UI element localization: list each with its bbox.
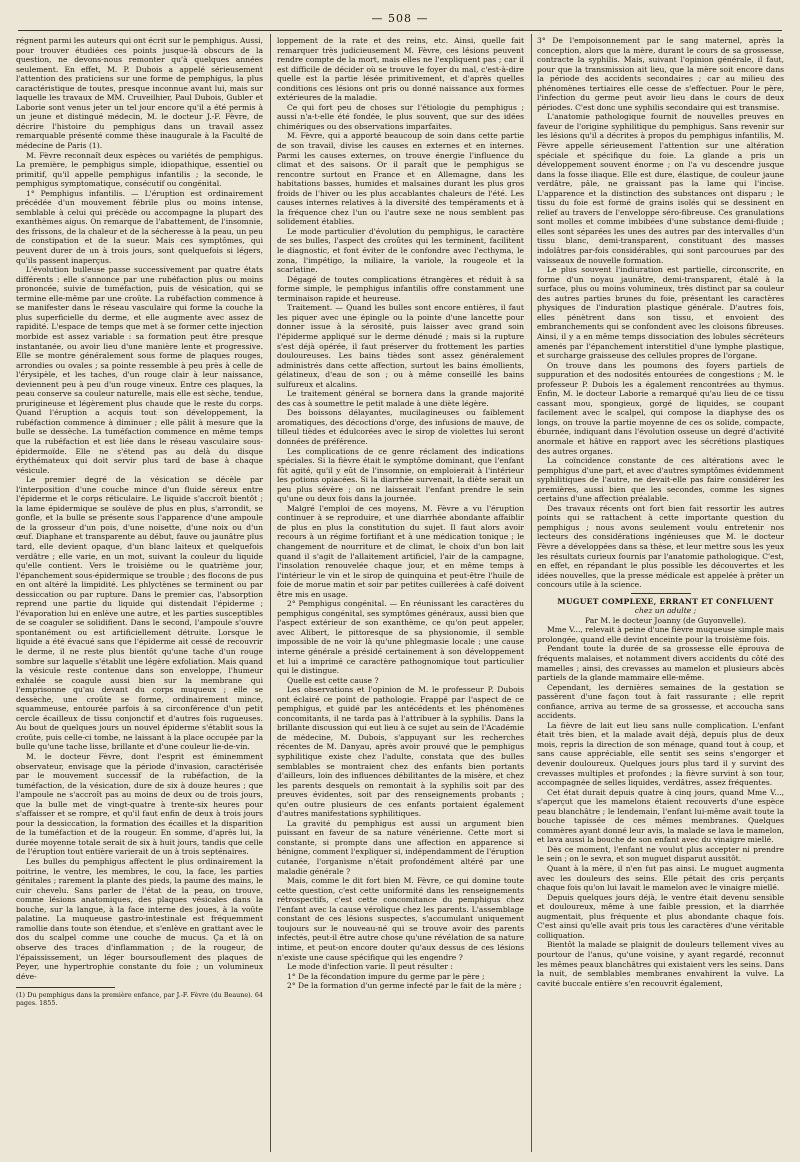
paragraph: Des boissons délayantes, mucilagineuses ou faiblement aromatiques, des décoctions d'orge, des infusions de mauve, de tilleul tièdes et édulcorées avec le sirop de violettes lui seront données de préférence. — [277, 408, 524, 446]
paragraph: Quelle est cette cause ? — [287, 675, 379, 685]
footnote: (1) Du pemphigus dans la première enfance, par J.-F. Fèvre (du Beaune). 64 pages. 1855. — [16, 991, 263, 1008]
paragraph: Ce qui fort peu de choses sur l'étiologie du pemphigus ; aussi n'a-t-elle été fondée, le plus souvent, que sur des idées chimériques ou des observations imparfaites. — [277, 102, 524, 131]
paragraph: Cependant, les dernières semaines de la gestation se passèrent d'une façon tout à fait rassurante ; elle reprit confiance, arriva au terme de sa grossesse, et accoucha sans accidents. — [537, 682, 784, 721]
paragraph: Le plus souvent l'indiuration est partielle, circonscrite, en forme d'un noyau jaunâtre, demi-transparent, étalé à la surface, plus ou moins volumineux, très distinct par sa couleur des autres parties brunes du foie, présentant les caractères physiques de l'induration plastique générale. D'autres fois, elles pénètrent dans son tissu, et envoient des embranchements qui se confondent avec les cloisons fibreuses. Ainsi, il y a en même temps dissociation des lobules sécréteurs amenés par l'épanchement interstitiel d'une lymphe plastique, et surcharge graisseuse des cellules propres de l'organe. — [537, 265, 784, 361]
paragraph: loppement de la rate et des reins, etc. Ainsi, quelle fait remarquer très judicieusement M. Fèvre, ces lésions peuvent rendre compte de la mort, mais elles ne l'expliquent pas ; car il est difficile de décider où se trouve le foyer du mal, c'est-à-dire quelle est la partie lésée primitivement, et d'après quelles conditions ces lésions ont pris ou donné naissance aux formes extérieures de la maladie. — [277, 36, 524, 103]
paragraph: L'anatomie pathologique fournit de nouvelles preuves en faveur de l'origine syphilitique du pemphigus. Sans revenir sur les lésions qu'il a décrites à propos du pemphigus infantilis, M. Fèvre appelle sérieusement l'attention sur une altération spéciale et spécifique du foie. La glande a pris un développement souvent énorme ; on l'a vu descendre jusque dans la fosse iliaque. Elle est dure, élastique, de couleur jaune verdâtre, pâle, ne graissant pas la lame qui l'incise. L'apparence et la distinction des substances ont disparu ; le tissu du foie est formé de grains isolés qui se dessinent en relief au travers de l'enveloppe séro-fibreuse. Ces granulations sont molles et comme imbibées d'une substance demi-fluide ; elles sont séparées les unes des autres par des intervalles d'un tissu blanc, demi-transparent, constituant des masses indolâtres par-fois considérables, qui sont parcourues par des vaisseaux de nouvelle formation. — [537, 112, 784, 265]
paragraph: La fièvre de lait eut lieu sans nulle complication. L'enfant était très bien, et la malade avait déjà, depuis plus de deux mois, repris la direction de son ménage, quand tout à coup, et sans cause appréciable, elle sentit ses seins s'engorger et devenir douloureux. Quelques jours plus tard il y survint des crevasses multiples et profondes ; la fièvre survint à son tour, accompagnée de selles liquides, verdâtres, assez fréquentes. — [537, 720, 784, 788]
paragraph: Traitement. — Quand les bulles sont encore entières, il faut les piquer avec une épingle ou la pointe d'une lancette pour donner issue à la sérosité, puis laisser avec grand soin l'épiderme appliqué sur le derme dénudé ; mais si la rupture s'est déjà opérée, il faut préserver du frottement les parties douloureuses. Les bains tièdes sont assez généralement administrés dans cette affection, surtout les bains émollients, gélatineux, d'eau de son ; ou à même conseillé les bains sulfureux et alcalins. — [277, 303, 524, 389]
column-middle — [277, 36, 524, 1151]
paragraph: Les complications de ce genre réclament des indications spéciales. Si la fièvre était le symptôme dominant, que l'enfant fût agité, qu'il y eût de l'insomnie, on emploierait à l'intérieur les potions opiacées. Si la diarrhée survenait, la diète serait un peu plus sévère ; on ne laisserait l'enfant prendre le sein qu'une ou deux fois dans la journée. — [277, 446, 524, 504]
paragraph: Mais, comme le dit fort bien M. Fèvre, ce qui domine toute cette question, c'est cette uniformité dans les renseignements rétrospectifs, c'est cette concomitance du pemphigus chez l'enfant avec la cause vérolique chez les parents. L'assemblage constant de ces lésions suspectes, s'accumulant uniquement toujours sur le nouveau-né qui se trouve avoir des parents infectés, peut-il être autre chose qu'une révélation de sa nature intime, et peut-on encore douter qu'aux dessus de ces lésions n'existe une cause spécifique qui les engendre ? — [277, 876, 524, 962]
paragraph: L'évolution bulleuse passe successivement par quatre états différents : elle s'annonce par une rubéfaction plus ou moins prononcée, suivie de tuméfaction, puis de vésication, qui se termine elle-même par une croûte. La rubéfaction commence à se manifester dans le réseau vasculaire qui forme la couche la plus superficielle du derme, et elle augmente avec assez de rapidité. L'espace de temps que met à se former cette injection morbide est assez variable : sa formation peut être presque instantanée, ou avoir lieu d'une manière lente et progressive. Elle se montre généralement sous forme de plaques rouges, arrondies ou ovales ; sa pointe ressemble à peu près à celle de l'érysipèle, et les taches, d'un rouge clair à leur naissance, deviennent peu à peu d'un rouge vineux. Entre ces plaques, la peau conserve sa couleur naturelle, mais elle est sèche, tendue, prurigineuse et légèrement plus chaude que le reste du corps. Quand l'éruption a acquis tout son développement, la rubéfaction commence à diminuer ; elle pâlit à mesure que la bulle se dessèche. La tuméfaction commence en même temps que la rubéfaction et est liée dans le réseau vasculaire sous-épidermoïde. Elle ne s'étend pas au delà du disque érythémateux qui doit servir plus tard de base à chaque vésicule. — [16, 265, 263, 475]
paragraph: M. Fèvre, qui a apporté beaucoup de soin dans cette partie de son travail, divise les causes en externes et en internes. Parmi les causes externes, on trouve énergie l'influence du climat et des saisons. Or il paraît que le pemphigus se rencontre surtout en France et en Allemagne, dans les habitations basses, humides et malsaines durant les plus gros froids de l'hiver ou les plus accablantes chaleurs de l'été. Les causes internes relatives à la diversité des tempéraments et à la fréquence chez l'un ou l'autre sexe ne nous semblent pas solidement établies. — [277, 131, 524, 227]
header-rule — [18, 30, 782, 31]
article-title: MUGUET COMPLEXE, ERRANT ET CONFLUENT — [557, 596, 774, 606]
paragraph: Dès ce moment, l'enfant ne voulut plus accepter ni prendre le sein ; on le sevra, et son muguet disparut aussitôt. — [537, 844, 784, 864]
paragraph: 1° De la fécondation impure du germe par le père ; — [287, 971, 485, 981]
column-left — [16, 36, 263, 1151]
article-author: Par M. le docteur Joanny (de Guyonvelle). — [584, 615, 747, 625]
column-right — [537, 36, 784, 1151]
paragraph: M. le docteur Fèvre, dont l'esprit est éminemment observateur, envisage que la période d'invasion, caractérisée par le mouvement successif de la rubéfaction, de la tuméfaction, de la vésication, dure de six à douze heures ; que l'ampoule ne s'accroît pas au moins de deux ou de trois jours, que la bulle met de vingt-quatre à trente-six heures pour s'affaisser et se rompre, et qu'il faut enfin de deux à trois jours pour la dessiccation, la formation des écailles et la disparition de la tuméfaction et de la rougeur. En somme, d'après lui, la durée moyenne totale serait de six à huit jours, tandis que celle de l'éruption tout entière varierait de un à trois septénaires. — [16, 752, 263, 857]
column-divider — [270, 34, 271, 1152]
paragraph: régnent parmi les auteurs qui ont écrit sur le pemphigus. Aussi, pour trouver étudiées ces points jusque-là obscurs de la question, ne devons-nous remonter qu'à quelques années seulement. En effet, M. P. Dubois a appelé sérieusement l'attention des praticiens sur une forme de pemphigus, la plus caractéristique de toutes, presque inconnue avant lui, mais sur laquelle les travaux de MM. Cruveilhier, Paul Dubois, Gubler et Laborie sont venus jeter un tel jour encore qu'il a été permis à un jeune et distingué médecin, M. le docteur J.-F. Fèvre, de décrire l'histoire du pemphigus dans un travail assez remarquable présenté comme thèse inaugurale à la Faculté de médecine de Paris (1). — [16, 36, 263, 151]
column-divider — [531, 34, 532, 1152]
paragraph: Des travaux récents ont fort bien fait ressortir les autres points qui se rattachent à cette importante question du pemphigus ; nous avons seulement voulu entretenir nos lecteurs des considérations ingénieuses que M. le docteur Fèvre a développées dans sa thèse, et leur mettre sous les yeux les résultats curieux fournis par l'anatomie pathologique. C'est, en effet, en répandant le plus possible les découvertes et les idées nouvelles, que la presse médicale est appelée à prêter un concours utile à la science. — [537, 503, 784, 590]
paragraph: 3° De l'empoisonnement par le sang maternel, après la conception, alors que la mère, durant le cours de sa grossesse, contracte la syphilis. Mais, suivant l'opinion générale, il faut, pour que la transmission ait lieu, que la mère soit encore dans la période des accidents secondaires ; car au milieu des phénomènes tertiaires elle cesse de s'effectuer. Pour le père, l'infection du germe peut avoir lieu dans le cours de deux périodes. C'est donc une syphilis secondaire qui est transmise. — [537, 36, 784, 112]
footnote-rule — [16, 987, 115, 988]
paragraph: Les bulles du pemphigus affectent le plus ordinairement la poitrine, le ventre, les membres, le cou, la face, les parties génitales ; rarement la plante des pieds, la paume des mains, le cuir chevelu. Sans parler de l'état de la peau, on trouve, comme lésions anatomiques, des plaques vésicales dans la bouche, sur la langue, à la face interne des joues, à la voûte palatine. La muqueuse gastro-intestinale est fréquemment ramollie dans toute son étendue, et s'enlève en grattant avec le dos du scalpel comme une couche de mucus. Ça et là on observe des traces d'inflammation ; de la rougeur, de l'épaississement, un léger boursouflement des plaques de Peyer, une hypertrophie constante du foie ; un volumineux déve- — [16, 857, 263, 981]
page-header — [0, 12, 800, 30]
paragraph: 2° De la formation d'un germe infecté par le fait de la mère ; — [287, 981, 522, 991]
paragraph: Depuis quelques jours déjà, le ventre était devenu sensible et douloureux, même à une faible pression, et la diarrhée augmentait, plus fréquente et plus abondante chaque fois. C'est ainsi qu'elle avait pris tous les caractères d'une véritable colliquation. — [537, 892, 784, 940]
paragraph: Bientôt la malade se plaignit de douleurs tellement vives au pourtour de l'anus, qu'une voisine, y ayant regardé, reconnut les mêmes peaux blanchâtres qui existaient vers les seins. Dans la nuit, de semblables membranes envahirent la vulve. La cavité buccale entière s'en recouvrit également, — [537, 940, 784, 988]
paragraph: Le mode particulier d'évolution du pemphigus, le caractère de ses bulles, l'aspect des croûtes qui les terminent, facilitent le diagnostic, et font éviter de le confondre avec l'ecthyma, le zona, l'impétigo, la miliaire, la variole, la rougeole et la scarlatine. — [277, 226, 524, 275]
paragraph: Dégagé de toutes complications étrangères et réduit à sa forme simple, le pemphigus infantilis offre constamment une terminaison rapide et heureuse. — [277, 274, 524, 303]
paragraph: Les observations et l'opinion de M. le professeur P. Dubois ont éclairé ce point de pathologie. Frappé par l'aspect de ce pemphigus, et guidé par les antécédents et les phénomènes concomitants, il ne tarda pas à l'attribuer à la syphilis. Dans la brillante discussion qui eut lieu à ce sujet au sein de l'Académie de médecine, M. Dubois, s'appuyant sur les recherches récentes de M. Danyau, après avoir prouvé que le pemphigus syphilitique existe chez l'adulte, constata que des bulles semblables se montraient chez des enfants bien portants d'ailleurs, loin des influences débilitantes de la misère, et chez les parents desquels on remontait à la syphilis soit par des preuves évidentes, soit par des renseignements probants ; qu'en outre plusieurs de ces enfants portaient également d'autres manifestations syphilitiques. — [277, 685, 524, 819]
paragraph: La gravité du pemphigus est aussi un argument bien puissant en faveur de sa nature vénérienne. Cette mort si constante, si prompte dans une affection en apparence si bénigne, comment l'expliquer si, indépendamment de l'éruption cutanée, l'organisme n'était profondément altéré par une maladie générale ? — [277, 818, 524, 876]
paragraph: 2° Pemphigus congénital. — En réunissant les caractères du pemphigus congénital, ses symptômes généraux, aussi bien que l'aspect extérieur de son exanthème, ce qu'on peut appeler, avec Alibert, le pittoresque de sa physionomie, il semble impossible de ne voir là qu'une phlegmasie locale ; une cause interne générale a présidé certainement à son développement et lui a imprimé ce caractère pathognomique tout particulier qui le distingue. — [277, 599, 524, 676]
paragraph: M. Fèvre reconnaît deux espèces ou variétés de pemphigus. La première, le pemphigus simple, idiopathique, essentiel ou primitif, qu'il appelle pemphigus infantilis ; la seconde, le pemphigus symptomatique, consécutif ou congénital. — [16, 150, 263, 189]
paragraph: Pendant toute la durée de sa grossesse elle éprouva de fréquents malaises, et notamment divers accidents du côté des mamelles ; ainsi, des crevasses au mamelon et plusieurs abcès partiels de la glande mammaire elle-même. — [537, 644, 784, 683]
page-number: — 508 — — [371, 12, 429, 25]
paragraph: Malgré l'emploi de ces moyens, M. Fèvre a vu l'éruption continuer à se reproduire, et une diarrhée abondante affaiblir de plus en plus la constitution du sujet. Il faut alors avoir recours à un régime fortifiant et à une médication tonique ; le changement de nourriture et de climat, le choix d'un bon lait quand il s'agit de l'allaitement artificiel, l'air de la campagne, l'insolation renouvelée chaque jour, et en même temps à l'intérieur le vin et le sirop de quinquina et peut-être l'huile de foie de morue matin et soir par petites cuillerées à café doivent être mis en usage. — [277, 503, 524, 599]
paragraph: Cet état durait depuis quatre à cinq jours, quand Mme V..., s'aperçut que les mamelons étaient recouverts d'une espèce peau blanchâtre ; le lendemain, l'enfant lui-même avait toute la bouche tapissée de ces mêmes membranes. Quelques commères ayant donné leur avis, la malade se lava le mamelon, et lava aussi la bouche de son enfant avec du vinaigre miellé. — [537, 787, 784, 845]
article-subtitle: chez un adulte ; — [634, 606, 697, 616]
paragraph: La coïncidence constante de ces altérations avec le pemphigus d'une part, et avec d'autres symptômes évidemment syphilitiques de l'autre, ne devait-elle pas faire considérer les premières, aussi bien que les secondes, comme les signes certains d'une affection préalable. — [537, 456, 784, 504]
paragraph: Le premier degré de la vésication se décèle par l'interposition d'une couche mince d'un fluide séreux entre l'épiderme et le corps réticulaire. Le liquide s'accroît bientôt ; la lame épidermique se soulève de plus en plus, s'arrondit, se gonfle, et la bulle se présente sous l'apparence d'une ampoule de la grosseur d'un pois, d'une noisette, d'une noix ou d'un œuf. Diaphane et transparente au début, fauve ou jaunâtre plus tard, elle devient opaque, d'un blanc laiteux et quelquefois verdâtre ; elle varie, en un mot, suivant la couleur du liquide qu'elle contient. Vers le troisième ou le quatrième jour, l'épanchement sous-épidermique se trouble ; des flocons de pus en ont altéré la limpidité. Les phlyctènes se terminent ou par dessiccation ou par rupture. Dans le premier cas, l'absorption reprend une partie du liquide qui distendait l'épiderme ; l'évaporation lui en enlève une autre, et les parties susceptibles de se coaguler se solidifient. Dans le second, l'ampoule s'ouvre spontanément ou est artificiellement détruite. Lorsque le liquide a été évacué sans que l'épiderme ait cessé de recouvrir le derme, il ne reste plus bientôt qu'une tache d'un rouge sombre sur laquelle s'établit une légère exfoliation. Mais quand la vésicule reste contenue dans son enveloppe, l'humeur exhalée se coagule aussi bien sur la membrane qui l'emprisonne qu'au devant du corps muqueux ; elle se dessèche, une croûte se forme, ordinairement mince, squammeuse, entourée parfois à sa circonférence d'un petit cercle écailleux de tissu conjonctif et d'autres fois rugueuses. Au bout de quelques jours un nouvel épiderme s'établit sous la croûte, puis celle-ci tombe, ne laissant à la place occupée par la bulle qu'une tache lisse, brillante et d'une couleur lie-de-vin. — [16, 475, 263, 752]
paragraph: On trouve dans les poumons des foyers partiels de suppuration et des nodosités entourées de congestions ; M. le professeur P. Dubois les a également rencontrées au thymus. Enfin, M. le docteur Laborie a remarqué qu'au lieu de ce tissu cassant mou, spongieux, gorgé de liquides, se coupant facilement avec le scalpel, qui compose la diaphyse des os longs, on trouve la partie moyenne de ces os solide, compacte, éburnée, indiquant dans l'évolution osseuse un degré d'activité anormale et hâtive en rapport avec les sécrétions plastiques des autres organes. — [537, 360, 784, 456]
section-separator — [631, 593, 691, 594]
paragraph: 1° Pemphigus infantilis. — L'éruption est ordinairement précédée d'un mouvement fébrile plus ou moins intense, semblable à celui qui précède ou accompagne la plupart des exanthèmes aigus. On remarque de l'abattement, de l'insomnie, des frissons, de la chaleur et de la sécheresse à la peau, un peu de constipation et de la sueur. Mais ces symptômes, qui peuvent durer de un à trois jours, sont quelquefois si légers, qu'ils passent inaperçus. — [16, 188, 263, 265]
paragraph: Quant à la mère, il n'en fut pas ainsi. Le muguet augmenta avec les douleurs des seins. Elle pétait des cris perçants chaque fois qu'on lui lavait le mamelon avec le vinaigre miellé. — [537, 864, 784, 893]
paragraph: Le mode d'infection varie. Il peut résulter : — [287, 962, 453, 972]
paragraph: Le traitement général se bornera dans la grande majorité des cas à soumettre le petit malade à une diète légère. — [277, 389, 524, 408]
paragraph: Mme V..., relevait à peine d'une fièvre muqueuse simple mais prolongée, quand elle devint enceinte pour la troisième fois. — [537, 625, 784, 644]
